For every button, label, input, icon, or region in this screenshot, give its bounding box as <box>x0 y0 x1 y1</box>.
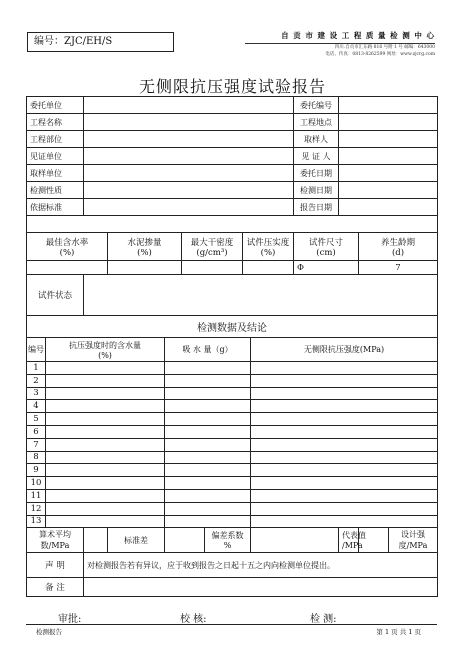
value-std[interactable] <box>165 528 205 553</box>
value-cement[interactable] <box>108 261 182 275</box>
footer-doc-name: 检测报告 <box>36 628 62 636</box>
value-sample-state[interactable] <box>84 275 438 316</box>
spec-header-moisture: 最佳含水率 (%) <box>27 233 108 261</box>
specs-header-row <box>27 233 438 261</box>
label-project-part: 工程部位 <box>27 131 84 148</box>
row-strength[interactable] <box>251 477 438 490</box>
row-strength[interactable] <box>251 425 438 438</box>
info-row <box>27 114 438 131</box>
remark-row <box>27 578 438 597</box>
table-row <box>27 362 438 375</box>
table-row <box>27 451 438 464</box>
row-number: 6 <box>27 425 46 438</box>
review-label: 校 核: <box>180 614 207 625</box>
row-moisture[interactable] <box>46 362 165 375</box>
footer-rule <box>26 624 437 625</box>
row-moisture[interactable] <box>46 451 165 464</box>
organization-header <box>245 30 435 58</box>
value-client[interactable] <box>84 97 294 114</box>
row-absorb[interactable] <box>165 451 251 464</box>
row-strength[interactable] <box>251 400 438 413</box>
value-witness[interactable] <box>339 148 438 165</box>
row-moisture[interactable] <box>46 464 165 477</box>
specs-value-row <box>27 261 438 275</box>
row-number: 10 <box>27 477 46 490</box>
row-absorb[interactable] <box>165 400 251 413</box>
row-number: 13 <box>27 515 46 528</box>
label-representative: 代表值 /MPa <box>339 528 359 553</box>
label-witness-unit: 见证单位 <box>27 148 84 165</box>
row-number: 4 <box>27 400 46 413</box>
table-row <box>27 515 438 528</box>
data-rows <box>27 362 438 528</box>
value-size[interactable]: Φ <box>294 261 359 275</box>
col-header-absorb: 吸 水 量（g） <box>165 338 251 362</box>
org-name: 自 贡 市 建 设 工 程 质 量 检 测 中 心 <box>281 31 435 40</box>
row-moisture[interactable] <box>46 425 165 438</box>
spec-header-size: 试件尺寸 (cm) <box>294 233 359 261</box>
label-sampling-unit: 取样单位 <box>27 165 84 182</box>
row-number: 1 <box>27 362 46 375</box>
row-absorb[interactable] <box>165 425 251 438</box>
row-absorb[interactable] <box>165 502 251 515</box>
signature-line <box>0 610 465 624</box>
row-strength[interactable] <box>251 438 438 451</box>
table-row <box>27 464 438 477</box>
info-row <box>27 131 438 148</box>
label-test-date: 检测日期 <box>294 182 339 199</box>
value-report-date[interactable] <box>339 199 438 216</box>
table-row <box>27 477 438 490</box>
value-commission-date[interactable] <box>339 165 438 182</box>
row-moisture[interactable] <box>46 387 165 400</box>
row-number: 3 <box>27 387 46 400</box>
row-absorb[interactable] <box>165 374 251 387</box>
value-compaction[interactable] <box>243 261 294 275</box>
value-project-name[interactable] <box>84 114 294 131</box>
approve-label: 审批: <box>58 614 82 625</box>
value-test-nature[interactable] <box>84 182 294 199</box>
row-absorb[interactable] <box>165 413 251 426</box>
row-absorb[interactable] <box>165 515 251 528</box>
value-commission-no[interactable] <box>339 97 438 114</box>
blank-row <box>27 216 438 233</box>
row-number: 2 <box>27 374 46 387</box>
value-sampler[interactable] <box>339 131 438 148</box>
row-strength[interactable] <box>251 451 438 464</box>
label-design-strength: 设计强 度/MPa <box>389 528 438 553</box>
page-title: 无侧限抗压强度试验报告 <box>138 77 326 96</box>
label-report-date: 报告日期 <box>294 199 339 216</box>
row-absorb[interactable] <box>165 362 251 375</box>
spec-header-compaction: 试件压实度 (%) <box>243 233 294 261</box>
sample-state-row <box>27 275 438 316</box>
row-moisture[interactable] <box>46 489 165 502</box>
statement-text: 对检测报告若有异议，应于收到报告之日起十五之内向检测单位提出。 <box>84 553 438 578</box>
value-project-part[interactable] <box>84 131 294 148</box>
info-row <box>27 97 438 114</box>
label-project-location: 工程地点 <box>294 114 339 131</box>
label-sampler: 取样人 <box>294 131 339 148</box>
label-cv: 偏差系数 % <box>205 528 251 553</box>
label-commission-no: 委托编号 <box>294 97 339 114</box>
value-project-location[interactable] <box>339 114 438 131</box>
spec-header-cement: 水泥掺量 (%) <box>108 233 182 261</box>
statement-row <box>27 553 438 578</box>
row-moisture[interactable] <box>46 400 165 413</box>
row-moisture[interactable] <box>46 477 165 490</box>
row-moisture[interactable] <box>46 374 165 387</box>
table-row <box>27 438 438 451</box>
info-row <box>27 199 438 216</box>
label-remark: 备 注 <box>27 578 84 597</box>
table-row <box>27 413 438 426</box>
row-absorb[interactable] <box>165 464 251 477</box>
table-row <box>27 489 438 502</box>
table-row <box>27 400 438 413</box>
value-density[interactable] <box>182 261 243 275</box>
value-sampling-unit[interactable] <box>84 165 294 182</box>
info-row <box>27 165 438 182</box>
row-strength[interactable] <box>251 489 438 502</box>
test-label: 检 测: <box>310 614 337 625</box>
row-absorb[interactable] <box>165 387 251 400</box>
value-age[interactable]: 7 <box>359 261 438 275</box>
value-witness-unit[interactable] <box>84 148 294 165</box>
label-mean: 算术平均 数/MPa <box>27 528 84 553</box>
row-moisture[interactable] <box>46 515 165 528</box>
row-number: 12 <box>27 502 46 515</box>
row-absorb[interactable] <box>165 477 251 490</box>
info-row <box>27 182 438 199</box>
value-moisture[interactable] <box>27 261 108 275</box>
table-row <box>27 387 438 400</box>
value-remark[interactable] <box>84 578 438 597</box>
info-row <box>27 148 438 165</box>
row-strength[interactable] <box>251 387 438 400</box>
col-header-moisture: 抗压强度时的含水量 (%) <box>46 338 165 362</box>
table-row <box>27 374 438 387</box>
row-strength[interactable] <box>251 464 438 477</box>
summary-row <box>27 528 438 553</box>
row-strength[interactable] <box>251 413 438 426</box>
row-moisture[interactable] <box>46 438 165 451</box>
table-row <box>27 425 438 438</box>
col-header-no: 编号 <box>27 338 46 362</box>
label-sample-state: 试件状态 <box>27 275 84 316</box>
row-moisture[interactable] <box>46 413 165 426</box>
row-strength[interactable] <box>251 374 438 387</box>
row-number: 11 <box>27 489 46 502</box>
report-code: 编号：ZJC/EH/S <box>27 32 174 52</box>
label-test-nature: 检测性质 <box>27 182 84 199</box>
results-title: 检测数据及结论 <box>27 316 438 338</box>
spec-header-density: 最大干密度 (g/cm³) <box>182 233 243 261</box>
row-absorb[interactable] <box>165 438 251 451</box>
row-number: 7 <box>27 438 46 451</box>
row-moisture[interactable] <box>46 502 165 515</box>
row-number: 8 <box>27 451 46 464</box>
label-witness: 见 证 人 <box>294 148 339 165</box>
row-number: 9 <box>27 464 46 477</box>
col-header-strength: 无侧限抗压强度(MPa) <box>251 338 438 362</box>
label-standard: 依据标准 <box>27 199 84 216</box>
label-commission-date: 委托日期 <box>294 165 339 182</box>
value-cv[interactable] <box>251 528 339 553</box>
table-row <box>27 502 438 515</box>
spec-header-age: 养生龄期 (d) <box>359 233 438 261</box>
row-absorb[interactable] <box>165 489 251 502</box>
label-project-name: 工程名称 <box>27 114 84 131</box>
results-title-row <box>27 316 438 338</box>
data-header-row <box>27 338 438 362</box>
label-statement: 声 明 <box>27 553 84 578</box>
label-client: 委托单位 <box>27 97 84 114</box>
label-std: 标准差 <box>108 528 165 553</box>
value-standard[interactable] <box>84 199 294 216</box>
row-strength[interactable] <box>251 362 438 375</box>
org-address: 四川.自贡市汇东路 816 号附 1 号 邮编：643000 <box>334 45 435 50</box>
row-strength[interactable] <box>251 515 438 528</box>
row-strength[interactable] <box>251 502 438 515</box>
value-test-date[interactable] <box>339 182 438 199</box>
footer-page-number: 第 1 页 共 1 页 <box>376 628 421 636</box>
org-contact: 电话、传真：0813-8262599 网址：www.zjcrg.com <box>325 52 435 57</box>
value-mean[interactable] <box>84 528 108 553</box>
row-number: 5 <box>27 413 46 426</box>
report-form <box>26 96 438 597</box>
